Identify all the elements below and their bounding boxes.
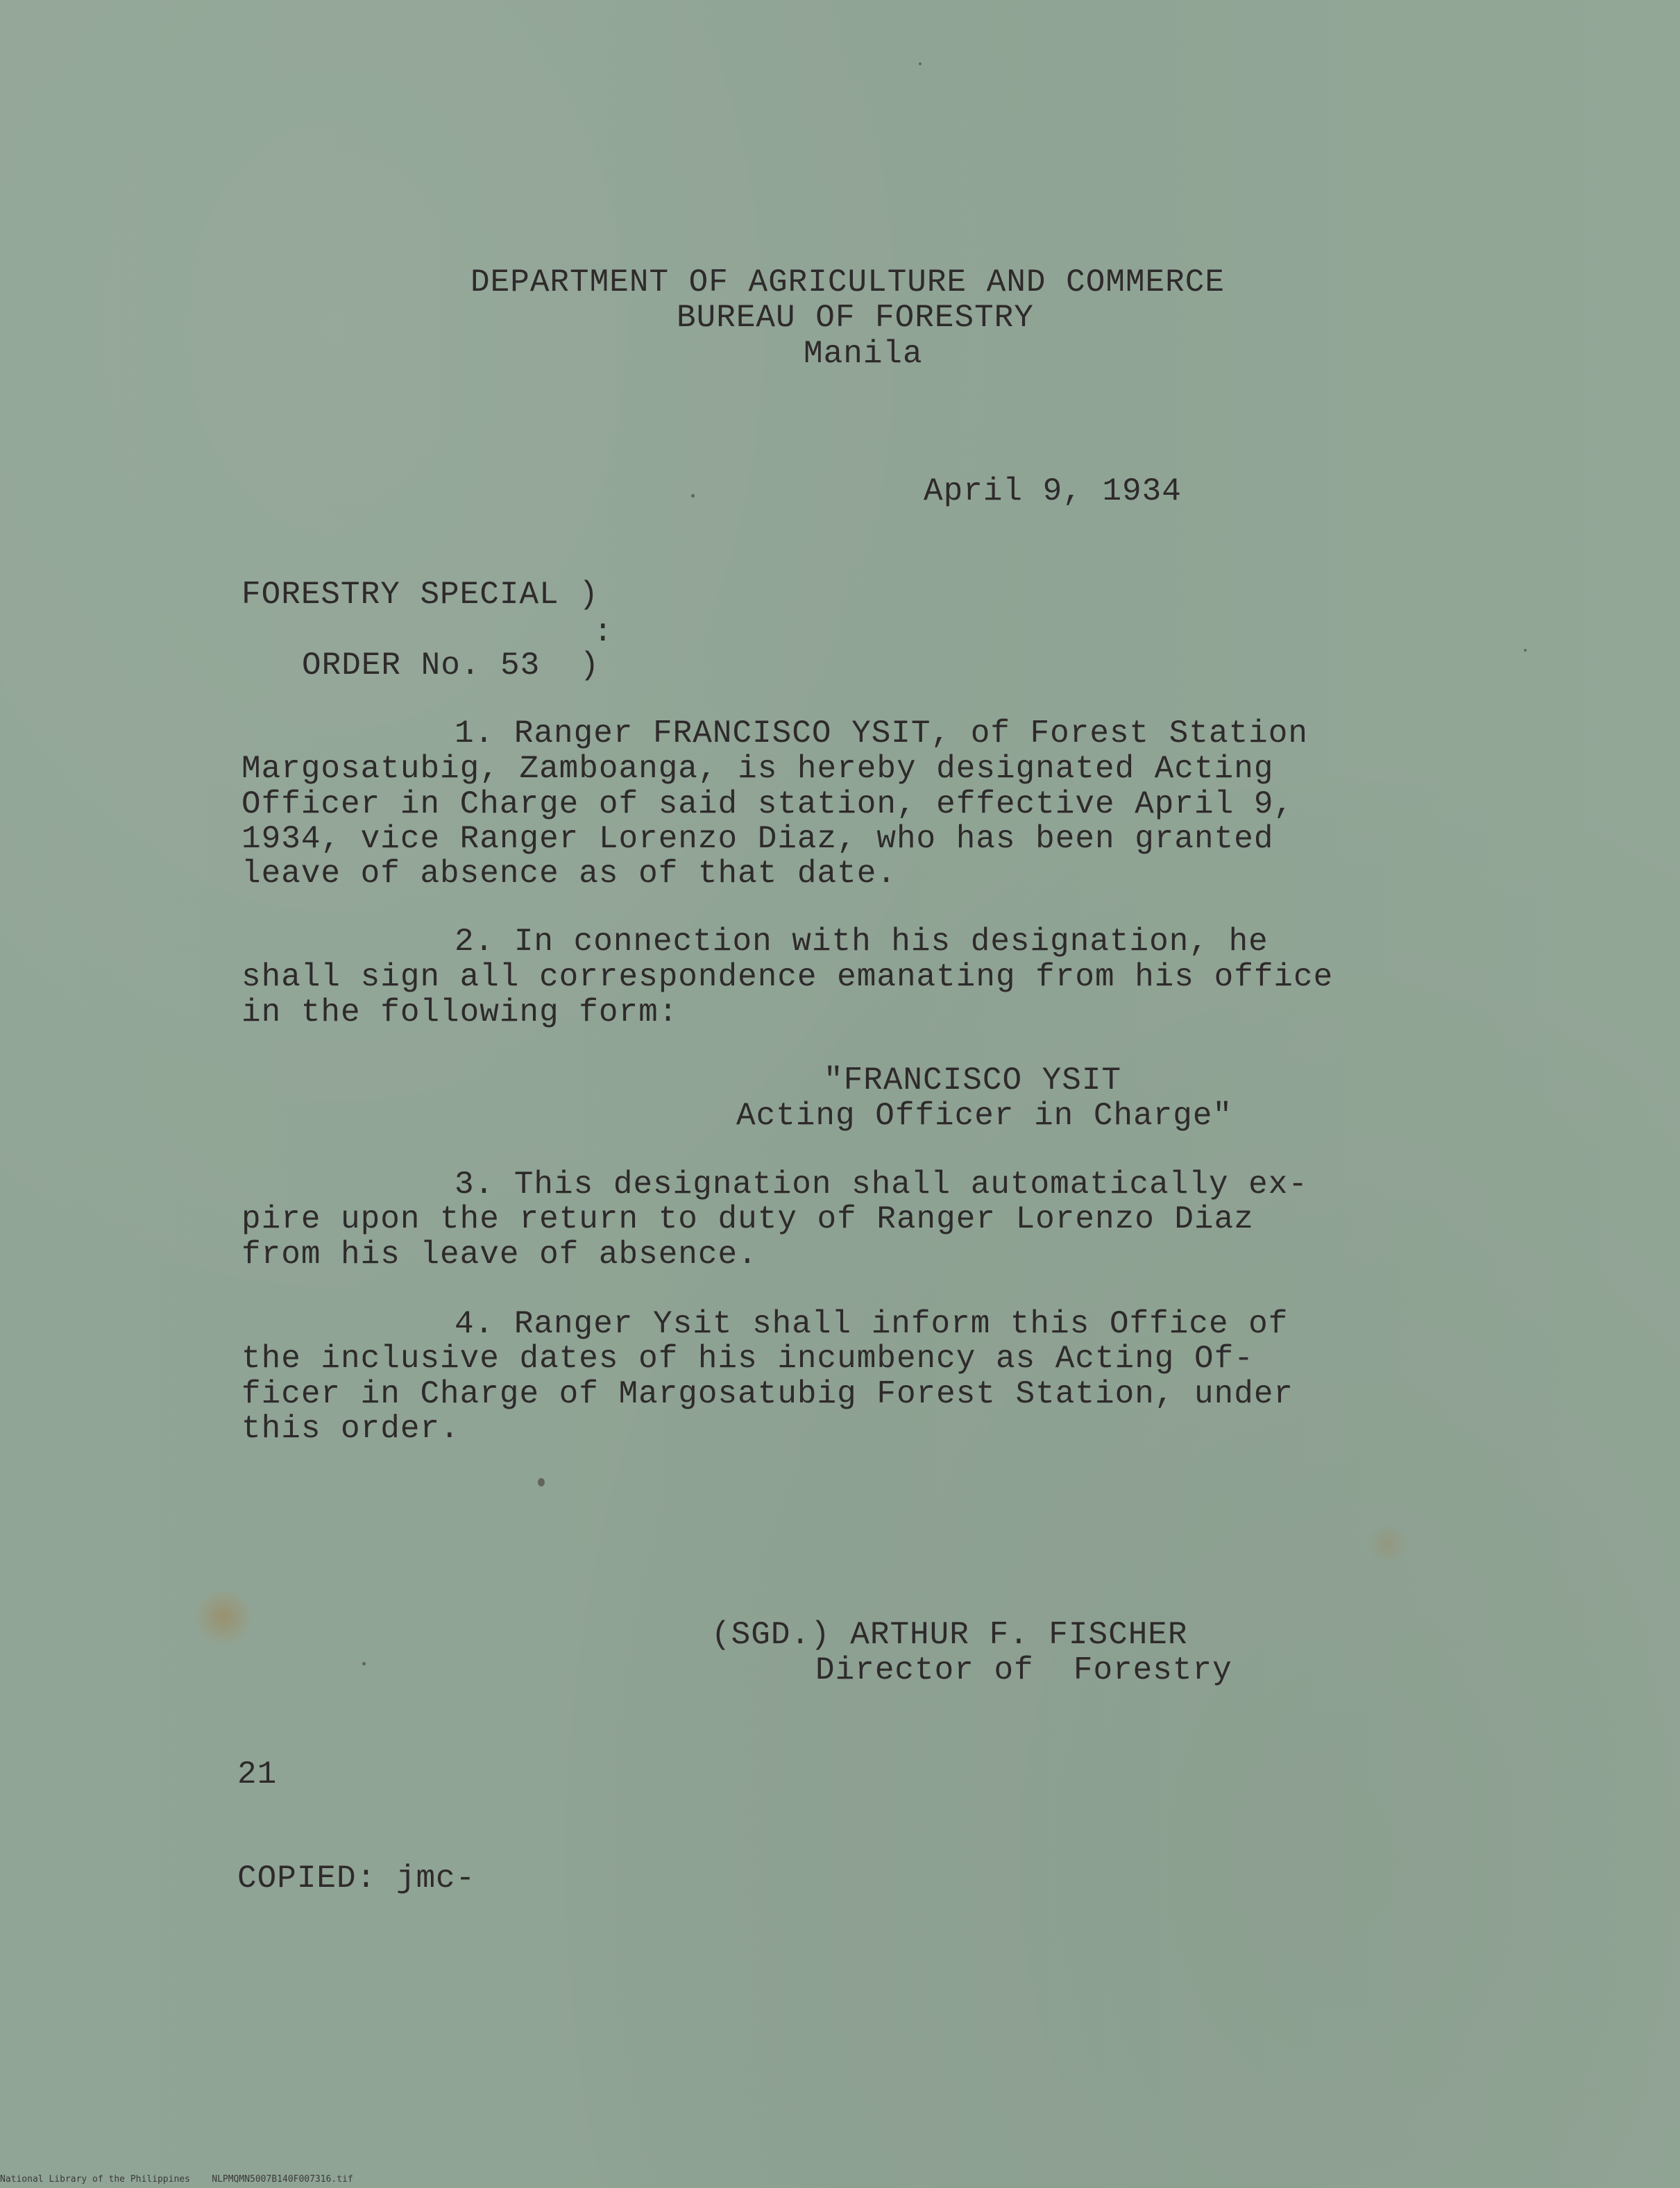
paragraph-3-line: pire upon the return to duty of Ranger Lorenzo Diaz bbox=[241, 1201, 1254, 1237]
paper-stain bbox=[1367, 1527, 1409, 1561]
bureau-heading: BUREAU OF FORESTRY bbox=[677, 300, 1034, 336]
copied-note: COPIED: jmc- bbox=[237, 1860, 476, 1897]
document-date: April 9, 1934 bbox=[924, 473, 1182, 509]
paragraph-2-line: in the following form: bbox=[241, 994, 679, 1031]
paragraph-1-line: 1. Ranger FRANCISCO YSIT, of Forest Station bbox=[455, 715, 1308, 752]
paragraph-3-line: from his leave of absence. bbox=[241, 1237, 758, 1273]
signatory-name: (SGD.) ARTHUR F. FISCHER bbox=[711, 1617, 1188, 1653]
paragraph-1-line: Officer in Charge of said station, effective April 9, bbox=[241, 786, 1294, 822]
paper-speck bbox=[919, 62, 922, 65]
order-title-line1: FORESTRY SPECIAL ) bbox=[241, 577, 599, 613]
paragraph-2-line: shall sign all correspondence emanating from his office bbox=[241, 959, 1334, 995]
paper-speck bbox=[538, 1478, 545, 1486]
paragraph-2-line: 2. In connection with his designation, he bbox=[455, 924, 1269, 960]
paragraph-4-line: 4. Ranger Ysit shall inform this Office of bbox=[455, 1306, 1289, 1342]
order-title-line2: ORDER No. 53 ) bbox=[302, 647, 600, 684]
department-heading: DEPARTMENT OF AGRICULTURE AND COMMERCE bbox=[470, 264, 1225, 300]
paragraph-1-line: leave of absence as of that date. bbox=[241, 856, 897, 892]
paper-speck bbox=[362, 1662, 366, 1665]
order-title-colon: : bbox=[593, 614, 613, 650]
paper-stain bbox=[196, 1589, 251, 1645]
signature-form-name: "FRANCISCO YSIT bbox=[824, 1062, 1122, 1099]
signatory-title: Director of Forestry bbox=[815, 1652, 1232, 1688]
paragraph-4-line: ficer in Charge of Margosatubig Forest Station, under bbox=[241, 1376, 1294, 1412]
paragraph-4-line: the inclusive dates of his incumbency as Acting Of- bbox=[241, 1341, 1254, 1377]
reference-number: 21 bbox=[237, 1756, 278, 1792]
scan-footer: National Library of the Philippines NLPMQMN5007B140F007316.tif bbox=[0, 2174, 353, 2185]
paragraph-3-line: 3. This designation shall automatically ex- bbox=[455, 1167, 1308, 1203]
paragraph-1-line: 1934, vice Ranger Lorenzo Diaz, who has been granted bbox=[241, 821, 1274, 857]
paragraph-4-line: this order. bbox=[241, 1411, 460, 1447]
signature-form-title: Acting Officer in Charge" bbox=[736, 1098, 1233, 1134]
paragraph-1-line: Margosatubig, Zamboanga, is hereby designated Acting bbox=[241, 751, 1274, 787]
paper-speck bbox=[1524, 649, 1527, 652]
paper-speck bbox=[691, 494, 695, 498]
city-heading: Manila bbox=[804, 336, 923, 372]
